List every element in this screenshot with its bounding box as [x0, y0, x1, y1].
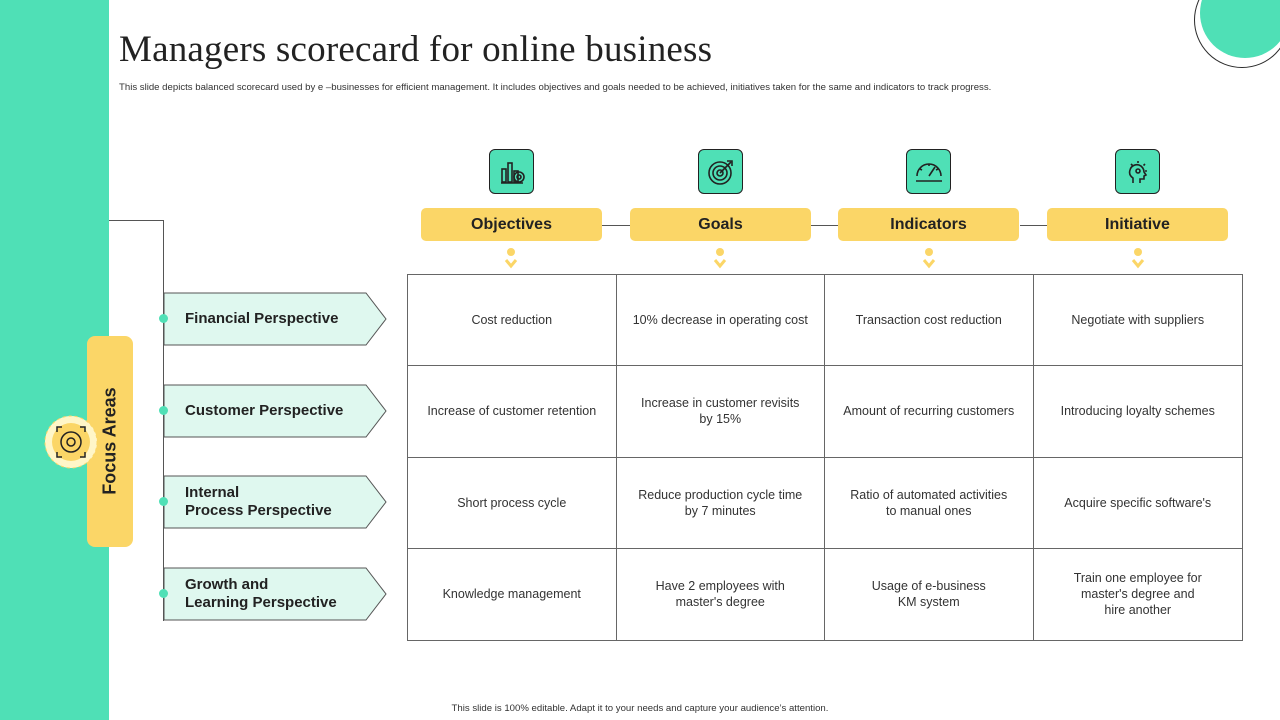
page-title: Managers scorecard for online business: [119, 29, 713, 70]
table-cell: Acquire specific software's: [1034, 458, 1243, 549]
table-cell: Reduce production cycle time by 7 minutes: [617, 458, 826, 549]
header-connector: [811, 225, 838, 226]
perspective-label: Internal Process Perspective: [185, 484, 332, 519]
perspective-dot: [159, 497, 168, 506]
header-connector: [602, 225, 630, 226]
head-idea-icon: [1115, 149, 1160, 194]
table-cell: Transaction cost reduction: [825, 275, 1034, 366]
table-cell: Ratio of automated activities to manual ones: [825, 458, 1034, 549]
table-cell: Knowledge management: [408, 549, 617, 640]
chevron-down-icon: [921, 247, 937, 271]
table-cell: Cost reduction: [408, 275, 617, 366]
table-cell: Amount of recurring customers: [825, 366, 1034, 457]
chart-growth-icon: [489, 149, 534, 194]
focus-areas-label: Focus Areas: [99, 387, 120, 495]
column-header-indicators: Indicators: [838, 208, 1019, 241]
perspective-dot: [159, 314, 168, 323]
perspective-label: Financial Perspective: [185, 310, 339, 327]
perspective-customer: [163, 384, 388, 438]
table-cell: Have 2 employees with master's degree: [617, 549, 826, 640]
perspective-dot: [159, 589, 168, 598]
speedometer-icon: [906, 149, 951, 194]
table-cell: Usage of e-business KM system: [825, 549, 1034, 640]
perspective-dot: [159, 406, 168, 415]
chevron-down-icon: [1130, 247, 1146, 271]
perspective-label: Growth and Learning Perspective: [185, 576, 337, 611]
table-cell: Short process cycle: [408, 458, 617, 549]
table-cell: Increase in customer revisits by 15%: [617, 366, 826, 457]
table-cell: Train one employee for master's degree and hire another: [1073, 571, 1202, 618]
target-icon: [44, 412, 98, 472]
header-connector: [1020, 225, 1047, 226]
perspective-internal-process: [163, 475, 388, 529]
page-subtitle: This slide depicts balanced scorecard used by e –businesses for efficient management. It includes objectives and goals needed to be achieved, initiatives taken for the same and indicators to track progress.: [119, 82, 992, 93]
perspective-label: Customer Perspective: [185, 402, 344, 419]
table-cell: Increase of customer retention: [408, 366, 617, 457]
table-cell: Introducing loyalty schemes: [1034, 366, 1243, 457]
perspective-financial: [163, 292, 388, 346]
chevron-down-icon: [503, 247, 519, 271]
column-header-initiative: Initiative: [1047, 208, 1228, 241]
column-header-objectives: Objectives: [421, 208, 602, 241]
column-header-goals: Goals: [630, 208, 811, 241]
footer-note: This slide is 100% editable. Adapt it to your needs and capture your audience’s attention.: [451, 703, 829, 714]
scorecard-table: [407, 274, 1243, 641]
target-arrow-icon: [698, 149, 743, 194]
chevron-down-icon: [712, 247, 728, 271]
perspective-growth-learning: [163, 567, 388, 621]
table-cell: 10% decrease in operating cost: [617, 275, 826, 366]
table-cell: Negotiate with suppliers: [1034, 275, 1243, 366]
